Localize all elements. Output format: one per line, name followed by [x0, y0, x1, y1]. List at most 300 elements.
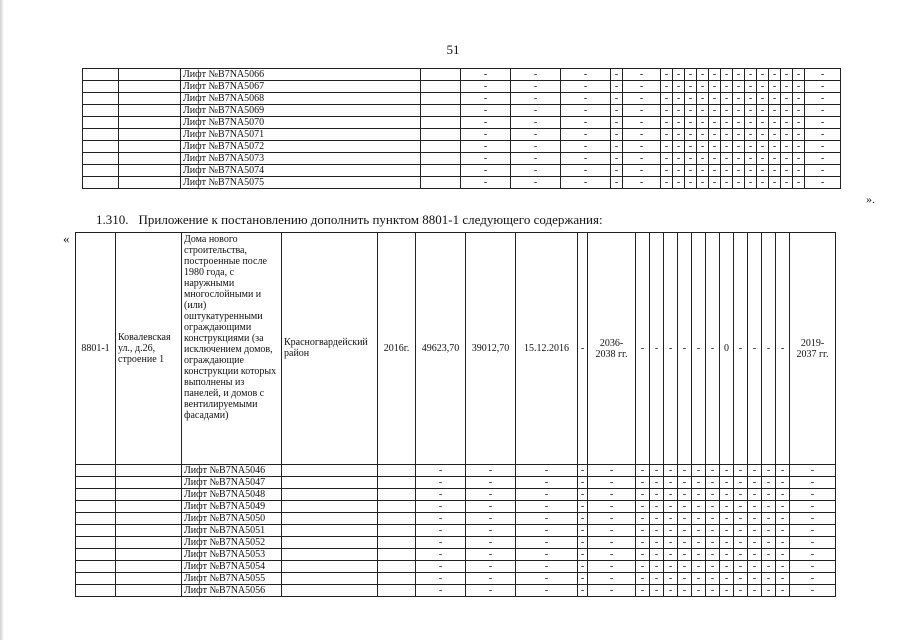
- dash-cell: -: [762, 465, 776, 477]
- dash-cell: -: [511, 177, 561, 189]
- dash-cell: -: [466, 465, 516, 477]
- dash-cell: -: [466, 489, 516, 501]
- dash-cell: -: [588, 573, 636, 585]
- dash-cell: -: [734, 489, 748, 501]
- dash-cell: -: [721, 165, 733, 177]
- dash-cell: -: [776, 513, 790, 525]
- dash-cell: -: [734, 501, 748, 513]
- dash-cell: -: [685, 69, 697, 81]
- dash-cell: -: [805, 141, 841, 153]
- dash-cell: -: [516, 585, 578, 597]
- dash-cell: -: [661, 141, 673, 153]
- dash-cell: -: [461, 117, 511, 129]
- dash-cell: -: [661, 153, 673, 165]
- dash-cell: -: [678, 489, 692, 501]
- dash-cell: -: [561, 81, 611, 93]
- dash-cell: -: [734, 537, 748, 549]
- entry-row: [76, 233, 836, 465]
- dash-cell: -: [720, 489, 734, 501]
- dash-cell: -: [692, 465, 706, 477]
- dash-cell: -: [578, 585, 588, 597]
- dash-cell: -: [664, 477, 678, 489]
- lift-row: [83, 165, 841, 177]
- empty-cell: [378, 525, 416, 537]
- dash-cell: -: [673, 177, 685, 189]
- dash-cell: -: [611, 153, 623, 165]
- lift-label: Лифт №B7NA5074: [181, 165, 421, 177]
- lift-row: [83, 81, 841, 93]
- dash-cell: -: [511, 69, 561, 81]
- dash-cell: -: [611, 81, 623, 93]
- dash-cell: -: [611, 177, 623, 189]
- dash-cell: -: [781, 153, 793, 165]
- paragraph-number: 1.310.: [96, 212, 129, 227]
- empty-cell: [76, 585, 116, 597]
- dash-cell: -: [733, 165, 745, 177]
- dash-cell: -: [678, 561, 692, 573]
- dash-cell: -: [685, 153, 697, 165]
- dash-cell: -: [692, 501, 706, 513]
- dash-cell: -: [757, 105, 769, 117]
- dash-cell: -: [706, 513, 720, 525]
- dash-cell: -: [511, 81, 561, 93]
- dash-cell: -: [776, 561, 790, 573]
- dash-cell: -: [793, 69, 805, 81]
- dash-cell: -: [757, 117, 769, 129]
- dash-cell: -: [781, 69, 793, 81]
- lift-row: [83, 153, 841, 165]
- entry-date: 15.12.2016: [516, 233, 578, 465]
- dash-cell: -: [721, 153, 733, 165]
- lift-label: Лифт №B7NA5073: [181, 153, 421, 165]
- dash-cell: -: [561, 153, 611, 165]
- dash-cell: -: [748, 477, 762, 489]
- empty-cell: [119, 117, 181, 129]
- dash-cell: -: [709, 129, 721, 141]
- dash-cell: -: [561, 69, 611, 81]
- dash-cell: -: [790, 465, 836, 477]
- empty-cell: [378, 549, 416, 561]
- dash-cell: -: [757, 81, 769, 93]
- lift-row: [76, 573, 836, 585]
- dash-cell: -: [769, 117, 781, 129]
- empty-cell: [378, 489, 416, 501]
- empty-cell: [116, 585, 182, 597]
- dash-cell: -: [757, 177, 769, 189]
- entry-house-type: Дома нового строительства, построенные после 1980 года, с наружными многослойными и (или) оштукатуренными ограждающими конструкциями (за исключением домов, ограждающие конструкции которых выполнены из панелей, и домов с вентилируемыми фасадами): [182, 233, 282, 465]
- empty-cell: [421, 93, 461, 105]
- entry-zero-value: 0: [720, 233, 734, 465]
- entry-area-total: 49623,70: [416, 233, 466, 465]
- empty-cell: [76, 465, 116, 477]
- dash-cell: -: [466, 549, 516, 561]
- entry-year: 2016г.: [378, 233, 416, 465]
- dash-cell: -: [781, 93, 793, 105]
- lift-label: Лифт №B7NA5055: [182, 573, 282, 585]
- dash-cell: -: [673, 117, 685, 129]
- empty-cell: [378, 513, 416, 525]
- lift-row: [83, 105, 841, 117]
- dash-cell: -: [706, 465, 720, 477]
- dash-cell: -: [697, 141, 709, 153]
- empty-cell: [83, 105, 119, 117]
- dash-cell: -: [636, 549, 650, 561]
- dash-cell: -: [516, 465, 578, 477]
- dash-cell: -: [721, 69, 733, 81]
- empty-cell: [282, 489, 378, 501]
- dash-cell: -: [678, 525, 692, 537]
- empty-cell: [83, 93, 119, 105]
- lift-row: [76, 537, 836, 549]
- dash-cell: -: [720, 573, 734, 585]
- dash-cell: -: [748, 549, 762, 561]
- dash-cell: -: [720, 561, 734, 573]
- dash-cell: -: [733, 129, 745, 141]
- empty-cell: [83, 177, 119, 189]
- dash-cell: -: [623, 129, 661, 141]
- lift-label: Лифт №B7NA5053: [182, 549, 282, 561]
- empty-cell: [83, 153, 119, 165]
- dash-cell: -: [692, 489, 706, 501]
- dash-cell: -: [661, 117, 673, 129]
- dash-cell: -: [709, 153, 721, 165]
- dash-cell: -: [692, 477, 706, 489]
- lift-row: [76, 489, 836, 501]
- dash-cell: -: [650, 525, 664, 537]
- empty-cell: [378, 477, 416, 489]
- dash-cell: -: [769, 141, 781, 153]
- dash-cell: -: [790, 585, 836, 597]
- dash-cell: -: [697, 69, 709, 81]
- empty-cell: [421, 105, 461, 117]
- dash-cell: -: [709, 93, 721, 105]
- dash-cell: -: [588, 465, 636, 477]
- lift-row: [76, 477, 836, 489]
- dash-cell: -: [623, 117, 661, 129]
- dash-cell: -: [511, 129, 561, 141]
- lift-label: Лифт №B7NA5048: [182, 489, 282, 501]
- dash-cell: -: [762, 513, 776, 525]
- dash-cell: -: [588, 477, 636, 489]
- dash-cell: -: [511, 105, 561, 117]
- dash-cell: -: [733, 93, 745, 105]
- entry-dash: -: [706, 233, 720, 465]
- dash-cell: -: [733, 69, 745, 81]
- lift-row: [76, 561, 836, 573]
- dash-cell: -: [734, 513, 748, 525]
- dash-cell: -: [650, 561, 664, 573]
- lift-row: [83, 177, 841, 189]
- dash-cell: -: [709, 177, 721, 189]
- dash-cell: -: [706, 477, 720, 489]
- dash-cell: -: [748, 489, 762, 501]
- dash-cell: -: [611, 117, 623, 129]
- dash-cell: -: [650, 489, 664, 501]
- empty-cell: [282, 585, 378, 597]
- empty-cell: [116, 513, 182, 525]
- dash-cell: -: [805, 177, 841, 189]
- dash-cell: -: [578, 465, 588, 477]
- dash-cell: -: [762, 489, 776, 501]
- lift-label: Лифт №B7NA5052: [182, 537, 282, 549]
- dash-cell: -: [790, 537, 836, 549]
- empty-cell: [83, 141, 119, 153]
- dash-cell: -: [678, 585, 692, 597]
- lift-label: Лифт №B7NA5051: [182, 525, 282, 537]
- new-entry-table: [75, 232, 836, 597]
- dash-cell: -: [416, 489, 466, 501]
- empty-cell: [378, 465, 416, 477]
- entry-dash: -: [762, 233, 776, 465]
- dash-cell: -: [734, 561, 748, 573]
- dash-cell: -: [673, 93, 685, 105]
- dash-cell: -: [745, 177, 757, 189]
- empty-cell: [119, 165, 181, 177]
- entry-dash: -: [678, 233, 692, 465]
- dash-cell: -: [745, 105, 757, 117]
- dash-cell: -: [578, 537, 588, 549]
- dash-cell: -: [685, 165, 697, 177]
- dash-cell: -: [733, 117, 745, 129]
- empty-cell: [282, 561, 378, 573]
- empty-cell: [116, 501, 182, 513]
- dash-cell: -: [721, 105, 733, 117]
- lift-label: Лифт №B7NA5054: [182, 561, 282, 573]
- lift-row: [76, 525, 836, 537]
- dash-cell: -: [578, 561, 588, 573]
- dash-cell: -: [733, 141, 745, 153]
- dash-cell: -: [745, 165, 757, 177]
- dash-cell: -: [706, 489, 720, 501]
- empty-cell: [116, 489, 182, 501]
- dash-cell: -: [748, 585, 762, 597]
- dash-cell: -: [678, 501, 692, 513]
- dash-cell: -: [745, 141, 757, 153]
- dash-cell: -: [461, 153, 511, 165]
- dash-cell: -: [461, 105, 511, 117]
- empty-cell: [76, 561, 116, 573]
- dash-cell: -: [769, 129, 781, 141]
- dash-cell: -: [636, 477, 650, 489]
- dash-cell: -: [611, 69, 623, 81]
- dash-cell: -: [623, 81, 661, 93]
- empty-cell: [421, 165, 461, 177]
- entry-dash: -: [776, 233, 790, 465]
- dash-cell: -: [664, 513, 678, 525]
- dash-cell: -: [748, 573, 762, 585]
- dash-cell: -: [805, 129, 841, 141]
- dash-cell: -: [776, 525, 790, 537]
- dash-cell: -: [636, 465, 650, 477]
- lift-table-continued: [82, 68, 841, 189]
- empty-cell: [116, 549, 182, 561]
- dash-cell: -: [790, 561, 836, 573]
- dash-cell: -: [678, 537, 692, 549]
- dash-cell: -: [762, 549, 776, 561]
- dash-cell: -: [697, 177, 709, 189]
- dash-cell: -: [623, 153, 661, 165]
- dash-cell: -: [709, 105, 721, 117]
- dash-cell: -: [757, 93, 769, 105]
- dash-cell: -: [805, 69, 841, 81]
- empty-cell: [119, 93, 181, 105]
- dash-cell: -: [516, 477, 578, 489]
- entry-dash: -: [636, 233, 650, 465]
- empty-cell: [119, 129, 181, 141]
- dash-cell: -: [734, 573, 748, 585]
- dash-cell: -: [692, 525, 706, 537]
- dash-cell: -: [748, 525, 762, 537]
- dash-cell: -: [776, 489, 790, 501]
- dash-cell: -: [720, 501, 734, 513]
- dash-cell: -: [416, 549, 466, 561]
- dash-cell: -: [678, 465, 692, 477]
- empty-cell: [83, 165, 119, 177]
- dash-cell: -: [416, 513, 466, 525]
- dash-cell: -: [745, 69, 757, 81]
- dash-cell: -: [678, 477, 692, 489]
- dash-cell: -: [673, 69, 685, 81]
- dash-cell: -: [692, 585, 706, 597]
- empty-cell: [421, 129, 461, 141]
- dash-cell: -: [734, 549, 748, 561]
- dash-cell: -: [706, 501, 720, 513]
- empty-cell: [282, 537, 378, 549]
- lift-label: Лифт №B7NA5046: [182, 465, 282, 477]
- dash-cell: -: [461, 93, 511, 105]
- dash-cell: -: [734, 525, 748, 537]
- dash-cell: -: [416, 573, 466, 585]
- lift-row: [83, 117, 841, 129]
- dash-cell: -: [692, 537, 706, 549]
- dash-cell: -: [511, 117, 561, 129]
- dash-cell: -: [461, 129, 511, 141]
- dash-cell: -: [697, 117, 709, 129]
- dash-cell: -: [721, 177, 733, 189]
- dash-cell: -: [661, 93, 673, 105]
- dash-cell: -: [511, 141, 561, 153]
- lift-label: Лифт №B7NA5072: [181, 141, 421, 153]
- dash-cell: -: [636, 561, 650, 573]
- dash-cell: -: [466, 585, 516, 597]
- entry-period: 2036-2038 гг.: [588, 233, 636, 465]
- lift-label: Лифт №B7NA5067: [181, 81, 421, 93]
- dash-cell: -: [721, 129, 733, 141]
- dash-cell: -: [781, 117, 793, 129]
- dash-cell: -: [685, 129, 697, 141]
- empty-cell: [76, 489, 116, 501]
- dash-cell: -: [588, 489, 636, 501]
- dash-cell: -: [793, 141, 805, 153]
- dash-cell: -: [720, 585, 734, 597]
- dash-cell: -: [757, 153, 769, 165]
- dash-cell: -: [790, 549, 836, 561]
- dash-cell: -: [561, 141, 611, 153]
- dash-cell: -: [762, 525, 776, 537]
- empty-cell: [83, 129, 119, 141]
- entry-area-living: 39012,70: [466, 233, 516, 465]
- dash-cell: -: [650, 513, 664, 525]
- dash-cell: -: [664, 561, 678, 573]
- empty-cell: [119, 153, 181, 165]
- entry-dash: -: [664, 233, 678, 465]
- dash-cell: -: [611, 105, 623, 117]
- dash-cell: -: [793, 93, 805, 105]
- empty-cell: [282, 549, 378, 561]
- dash-cell: -: [757, 69, 769, 81]
- dash-cell: -: [578, 549, 588, 561]
- dash-cell: -: [757, 141, 769, 153]
- lift-label: Лифт №B7NA5069: [181, 105, 421, 117]
- dash-cell: -: [661, 81, 673, 93]
- dash-cell: -: [692, 513, 706, 525]
- dash-cell: -: [776, 465, 790, 477]
- dash-cell: -: [720, 537, 734, 549]
- dash-cell: -: [720, 465, 734, 477]
- page-number: 51: [446, 42, 460, 57]
- empty-cell: [421, 141, 461, 153]
- dash-cell: -: [720, 477, 734, 489]
- dash-cell: -: [706, 573, 720, 585]
- dash-cell: -: [733, 105, 745, 117]
- dash-cell: -: [561, 177, 611, 189]
- lift-row: [83, 93, 841, 105]
- dash-cell: -: [745, 117, 757, 129]
- dash-cell: -: [721, 141, 733, 153]
- empty-cell: [378, 573, 416, 585]
- empty-cell: [421, 81, 461, 93]
- dash-cell: -: [745, 129, 757, 141]
- lift-row: [76, 513, 836, 525]
- dash-cell: -: [734, 465, 748, 477]
- empty-cell: [119, 141, 181, 153]
- dash-cell: -: [706, 561, 720, 573]
- closing-quote: ».: [866, 192, 875, 206]
- dash-cell: -: [561, 129, 611, 141]
- lift-label: Лифт №B7NA5050: [182, 513, 282, 525]
- empty-cell: [378, 537, 416, 549]
- dash-cell: -: [416, 525, 466, 537]
- dash-cell: -: [636, 513, 650, 525]
- dash-cell: -: [664, 525, 678, 537]
- dash-cell: -: [762, 501, 776, 513]
- dash-cell: -: [650, 549, 664, 561]
- dash-cell: -: [588, 549, 636, 561]
- empty-cell: [378, 501, 416, 513]
- dash-cell: -: [611, 141, 623, 153]
- empty-cell: [83, 117, 119, 129]
- dash-cell: -: [709, 141, 721, 153]
- dash-cell: -: [769, 69, 781, 81]
- dash-cell: -: [685, 93, 697, 105]
- dash-cell: -: [516, 537, 578, 549]
- dash-cell: -: [636, 573, 650, 585]
- dash-cell: -: [673, 153, 685, 165]
- dash-cell: -: [805, 153, 841, 165]
- dash-cell: -: [664, 585, 678, 597]
- dash-cell: -: [692, 549, 706, 561]
- dash-cell: -: [664, 573, 678, 585]
- dash-cell: -: [685, 81, 697, 93]
- empty-cell: [116, 573, 182, 585]
- paragraph-text: Приложение к постановлению дополнить пунктом 8801-1 следующего содержания:: [138, 212, 603, 227]
- dash-cell: -: [673, 165, 685, 177]
- empty-cell: [76, 513, 116, 525]
- dash-cell: -: [720, 525, 734, 537]
- dash-cell: -: [636, 525, 650, 537]
- dash-cell: -: [692, 573, 706, 585]
- entry-number: 8801-1: [76, 233, 116, 465]
